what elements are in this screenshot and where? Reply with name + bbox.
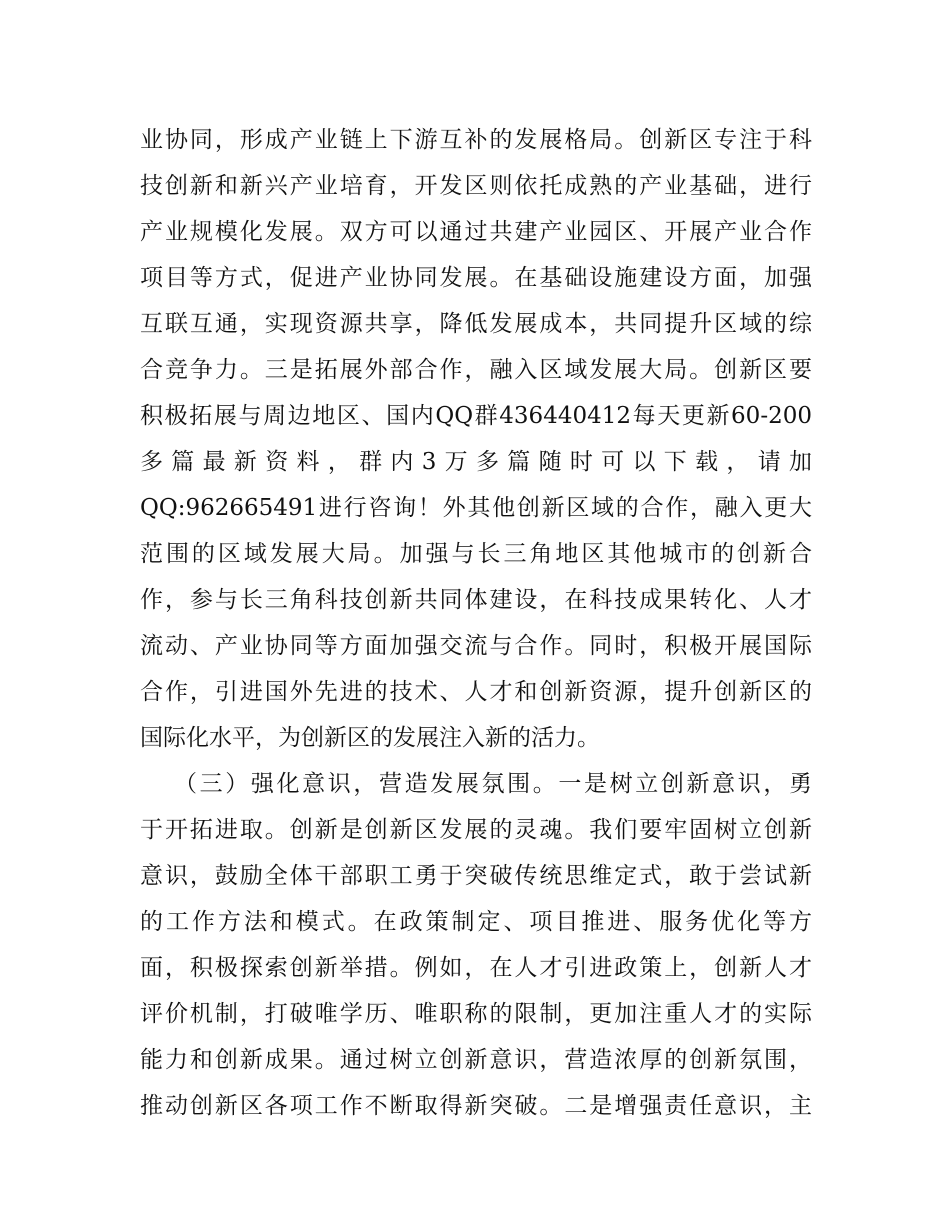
text-line: 互联互通，实现资源共享，降低发展成本，共同提升区域的综 [140,311,812,337]
text-line: 国际化水平，为创新区的发展注入新的活力。 [140,725,600,751]
paragraph-cooperation [140,117,812,761]
text-line: 范围的区域发展大局。加强与长三角地区其他城市的创新合 [140,541,812,567]
text-line: （三）强化意识，营造发展氛围。一是树立创新意识，勇 [174,771,812,797]
text-line: 能力和创新成果。通过树立创新意识，营造浓厚的创新氛围， [140,1047,812,1073]
text-line: 面，积极探索创新举措。例如，在人才引进政策上，创新人才 [140,955,812,981]
text-line: 评价机制，打破唯学历、唯职称的限制，更加注重人才的实际 [140,1001,812,1027]
text-line: 业协同，形成产业链上下游互补的发展格局。创新区专注于科 [140,127,812,153]
text-line: 技创新和新兴产业培育，开发区则依托成熟的产业基础，进行 [140,173,812,199]
text-line: 合作，引进国外先进的技术、人才和创新资源，提升创新区的 [140,679,812,705]
document-body [140,117,812,1129]
text-line: 流动、产业协同等方面加强交流与合作。同时，积极开展国际 [140,633,812,659]
text-line: 积极拓展与周边地区、国内QQ群436440412每天更新60-200 [140,403,812,429]
text-line: 项目等方式，促进产业协同发展。在基础设施建设方面，加强 [140,265,812,291]
text-line: QQ:962665491进行咨询！外其他创新区域的合作，融入更大 [140,495,812,521]
text-line: 多篇最新资料，群内3万多篇随时可以下载，请加 [140,449,812,475]
text-line: 于开拓进取。创新是创新区发展的灵魂。我们要牢固树立创新 [140,817,812,843]
paragraph-awareness [140,761,812,1129]
text-line: 意识，鼓励全体干部职工勇于突破传统思维定式，敢于尝试新 [140,863,812,889]
text-line: 作，参与长三角科技创新共同体建设，在科技成果转化、人才 [140,587,812,613]
text-line: 产业规模化发展。双方可以通过共建产业园区、开展产业合作 [140,219,812,245]
text-line: 推动创新区各项工作不断取得新突破。二是增强责任意识，主 [140,1093,812,1119]
text-line: 的工作方法和模式。在政策制定、项目推进、服务优化等方 [140,909,812,935]
text-line: 合竞争力。三是拓展外部合作，融入区域发展大局。创新区要 [140,357,812,383]
